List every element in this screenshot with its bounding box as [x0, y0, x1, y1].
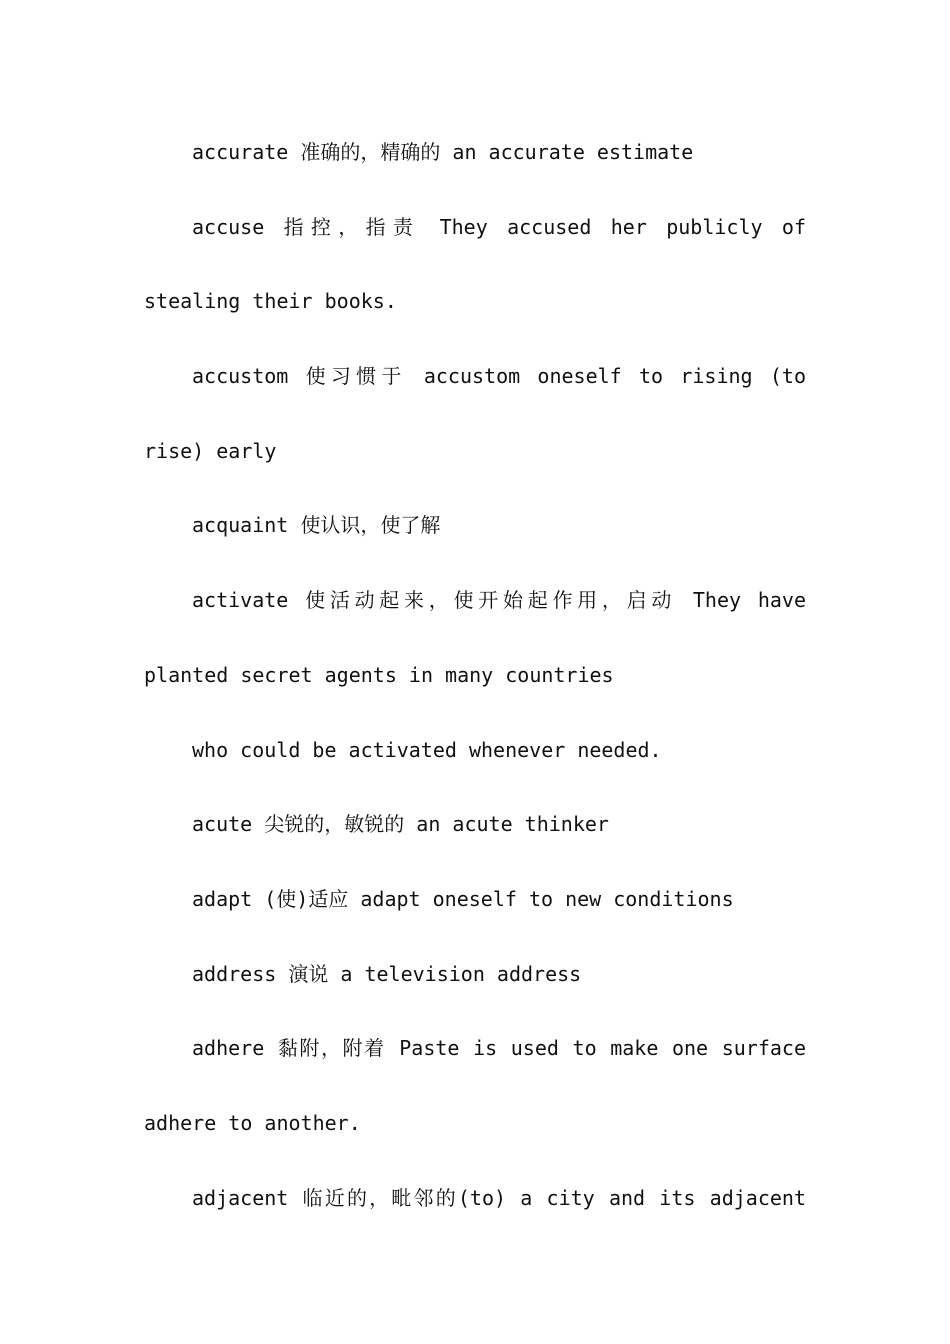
entry-accustom: accustom 使习惯于 accustom oneself to rising (to [192, 364, 806, 389]
vocabulary-text-block [144, 133, 806, 1253]
entry-adapt: adapt (使)适应 adapt oneself to new conditions [192, 886, 734, 911]
entry-adjacent: adjacent 临近的，毗邻的(to) a city and its adjacent [192, 1185, 806, 1210]
entry-acute: acute 尖锐的，敏锐的 an acute thinker [192, 812, 609, 837]
entry-accurate: accurate 准确的，精确的 an accurate estimate [192, 140, 694, 164]
entry-activate: activate 使活动起来，使开始起作用，启动 They have [192, 588, 806, 613]
entry-adhere-continued: adhere to another. [144, 1110, 361, 1135]
entry-accuse-continued: stealing their books. [144, 289, 397, 314]
entry-activate-continued-2: who could be activated whenever needed. [192, 737, 662, 762]
entry-acquaint: acquaint 使认识，使了解 [192, 513, 441, 538]
entry-address: address 演说 a television address [192, 961, 582, 986]
entry-accuse: accuse 指控，指责 They accused her publicly of [192, 214, 806, 239]
entry-accustom-continued: rise) early [144, 438, 277, 463]
entry-activate-continued: planted secret agents in many countries [144, 662, 614, 687]
entry-adhere: adhere 黏附，附着 Paste is used to make one surface [192, 1036, 806, 1061]
